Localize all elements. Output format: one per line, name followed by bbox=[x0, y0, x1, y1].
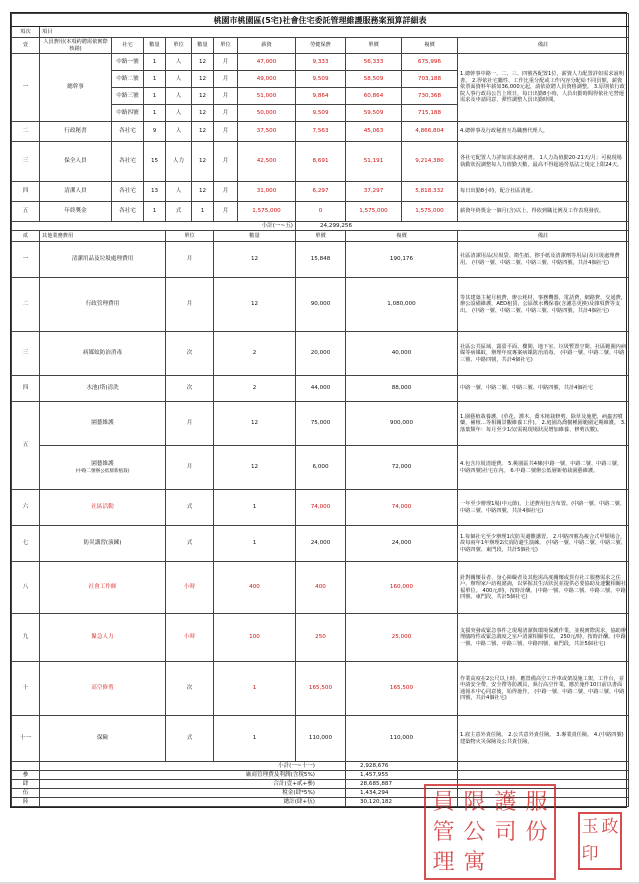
unit-cell: 人 bbox=[166, 122, 192, 142]
price-cell: 90,000 bbox=[296, 278, 346, 332]
unit-cell: 次 bbox=[166, 332, 214, 376]
salary-cell: 49,000 bbox=[238, 71, 296, 88]
table-row bbox=[12, 142, 629, 182]
price-cell: 110,000 bbox=[296, 716, 346, 762]
unit-cell: 人 bbox=[166, 182, 192, 202]
site-cell: 各社宅 bbox=[112, 182, 144, 202]
unit2-cell: 月 bbox=[214, 142, 238, 182]
price-cell: 56,333 bbox=[346, 54, 402, 71]
table-row bbox=[12, 202, 629, 222]
qty2-cell: 12 bbox=[192, 71, 214, 88]
summary-row bbox=[12, 762, 629, 771]
row-no: 十一 bbox=[12, 716, 40, 762]
header-unit2: 單位 bbox=[214, 38, 238, 54]
table-row bbox=[12, 182, 629, 202]
header-no: 項次 bbox=[12, 27, 40, 38]
qty-cell: 1 bbox=[144, 202, 166, 222]
summary-row bbox=[12, 771, 629, 780]
remark-cell: 1.總幹事中路一、二、三、四號各配置1位，薪資人力配置詳如需求說明書。 2.得依社宅屬性、工作比重分配或工作內容分配給不同員額，薪資依票面資料年薪如36,000元起，請依欲聘人員資格調整。 3.原則依行政院人事行政局公告上班日，每日出勤8小時，人員出勤時間得依社宅營運需求及申請同意，彈性調整人員出勤時間。 bbox=[458, 54, 629, 122]
unit-cell: 式 bbox=[166, 526, 214, 562]
row-name: 保全人員 bbox=[40, 142, 112, 182]
row-name: 防災講習(演練) bbox=[40, 526, 166, 562]
remark-cell: 針對關懷長者、身心障礙者及其他需高度關懷或異有社工服務需求之住戶，辦理家戶訪視諮詢，以掌握其生活狀況並提供必要協助及連繫相關社福單位。 400元/時，按時計酬。(中路一號、中路二號、中路三號、中路四號、東門段，共計5個社宅) bbox=[458, 562, 629, 614]
unit-cell: 人力 bbox=[166, 142, 192, 182]
qty-cell: 9 bbox=[144, 122, 166, 142]
price-cell: 58,509 bbox=[346, 71, 402, 88]
table-row bbox=[12, 446, 629, 490]
unit2-cell: 月 bbox=[214, 182, 238, 202]
unit-cell: 月 bbox=[166, 278, 214, 332]
labor-cell: 6,297 bbox=[296, 182, 346, 202]
remark-cell: 社區清潔用品(垃圾袋、衛生紙、擦手紙及清潔劑等用品)及垃圾處理費用。 (中路一號、中路二號、中路三號、中路四號，共計4個社宅) bbox=[458, 242, 629, 278]
qty-cell: 12 bbox=[214, 402, 296, 446]
total-cell: 25,000 bbox=[346, 614, 458, 662]
row-name: 保險 bbox=[40, 716, 166, 762]
labor-cell: 9,509 bbox=[296, 105, 346, 122]
unit-cell: 次 bbox=[166, 376, 214, 402]
unit-cell: 式 bbox=[166, 202, 192, 222]
qty-cell: 13 bbox=[144, 182, 166, 202]
qty-cell: 400 bbox=[214, 562, 296, 614]
table-row bbox=[12, 54, 629, 71]
header2-no: 貳 bbox=[12, 231, 40, 242]
qty-cell: 100 bbox=[214, 614, 296, 662]
total-cell: 74,000 bbox=[346, 490, 458, 526]
summary-code: 肆 bbox=[12, 780, 40, 789]
salary-cell: 37,500 bbox=[238, 122, 296, 142]
header2-price: 單價 bbox=[296, 231, 346, 242]
remark-cell: 4.總幹事及行政秘書互為職務代理人。 bbox=[458, 122, 629, 142]
remark-cell: 1.雇主意外責任險。 2.公共意外責任險。 3.專業責任險。 4.(中路四號)建築物火災保險及公共責任險。 bbox=[458, 716, 629, 762]
row-no: 一 bbox=[12, 242, 40, 278]
table-row bbox=[12, 614, 629, 662]
unit-cell: 月 bbox=[166, 402, 214, 446]
qty2-cell: 12 bbox=[192, 122, 214, 142]
unit2-cell: 月 bbox=[214, 71, 238, 88]
qty2-cell: 12 bbox=[192, 142, 214, 182]
table-row bbox=[12, 376, 629, 402]
unit2-cell: 月 bbox=[214, 122, 238, 142]
labor-cell: 7,563 bbox=[296, 122, 346, 142]
remark-cell: 1.園藝植栽養護，(草花、灌木、喬木植栽修剪、除草及施肥，病蟲害噴藥，補植…等相關景觀維養工作)。 2.庭園為喬樹種園範圍定期維護。 3.落葉類年：每月至少1次(需視現場狀況增加維養、修剪次數)。 bbox=[458, 402, 629, 446]
row-name: 行政秘書 bbox=[40, 122, 112, 142]
site-cell: 各社宅 bbox=[112, 142, 144, 182]
site-cell: 各社宅 bbox=[112, 122, 144, 142]
summary-empty bbox=[458, 762, 629, 771]
price-cell: 6,000 bbox=[296, 446, 346, 490]
price-cell: 400 bbox=[296, 562, 346, 614]
site-cell: 中路四號 bbox=[112, 105, 144, 122]
row-no: 二 bbox=[12, 278, 40, 332]
labor-cell: 8,691 bbox=[296, 142, 346, 182]
budget-table: 桃園市桃園區(5宅)社會住宅委託管理維護服務案預算詳細表 項次 項目 壹 人員費用(本項約聘需依實際核銷) 社宅 數量 單位 數量 單位 薪資 勞健保費 單價 複價 備註 一 總幹事 中路一號 1 人 12 月 47,000 9,333 56,333 675,996 1.總幹事中路一、二、三、四號各配置1位，薪資人力配置詳如需求說明書。 2.得依社宅屬性、工作比重分配或工作內容分配給不同員額，薪資依票面資料年薪如36,000元起，請依欲聘人員資格調整。 3.原則依行政院人事行政局公告上班日，每日出勤8小時，人員出勤時間得依社宅營運需求及申請同意，彈性調整人員出勤時間。 中路二號 1 人 12 月 49,000 9,509 58,509 703,188 中路三號 1 人 12 月 51,000 9,864 60,864 730,368 中路四號 1 人 12 月 50,000 9,509 59,509 715,188 二 行政秘書 各社宅 9 人 12 月 37,500 7,563 45,063 4,866,804 4.總幹事及行政秘書互為職務代理人。 三 保全人員 各社宅 15 人力 12 月 42,500 8,691 51,191 9,214,380 各社宅配置人力詳如需求說明書。 1人力為值勤20-21天/月；可視現場執勤狀況調整每人力值勤天數，最高不得超過勞基法之規定上限24天。 四 清潔人員 各社宅 13 人 12 月 31,000 6,297 37,297 5,818,332 每日出勤8小時，配合社區清運。 五 年終獎金 各社宅 1 式 1 月 1,575,000 0 1,575,000 1,575,000 薪資年終獎金一個月(含)以上，得依到職比例及工作表現發放。 小計(一~五) 24,299,256 貳 其他業務費用 單位 數量 單價 複價 備註 一 清潔用品及垃圾處理費用 月 12 15,848 190,176 社區清潔用品(垃圾袋、衛生紙、擦手紙及清潔劑等用品)及垃圾處理費用。 (中路一號、中路二號、中路三號、中路四號，共計4個社宅) 二 行政管理費用 月 12 90,000 1,080,000 等其建築主秘月租費，辦公耗材，事務機器，電話費，網路費，交通費，辦公設備維護，AED租賃，公區飲水機保養(含濾芯更換)及雜項費等支出。 (中路一號、中路二號、中路三號、中路四號，共計4個社宅) 三 病媒蚊防治消毒 次 2 20,000 40,000 社區公共區域、露臺平面、樓間、地下室、垃圾暫置空間、社區範圍內病媒等病媒蚊，辦理年度專案病媒防治消毒。 (中路一號、中路二號、中路三號、中路四號，共計4個社宅) 四 水池(塔)清洗 次 2 44,000 88,000 中路一號、中路二號、中路三號、中路四號，共計4個社宅 五 園藝維護 月 12 75,000 900,000 1.園藝植栽養護，(草花、灌木、喬木植栽修剪、除草及施肥，病蟲害噴藥，補植…等相關景觀維養工作)。 2.庭園為喬樹種園範圍定期維護。 3.落葉類年：每月至少1次(需視現場狀況增加維養、修剪次數)。 園藝維護 (中路二號辦公低層新植栽) 月 12 6,000 72,000 4.包含垃圾清運費。 5.桃園區共4棟(中路一號、中路二號、中路三號、中路四號)社宅在內。 6.中路二號辦公低層新植栽園藝維護。 六 社區活動 式 1 74,000 74,000 一年至少辦理1場(中元節)，上述費用包含布置。(中路一號、中路二號、中路三號、中路四號，共計4個社宅) 七 防災講習(演練) 式 1 24,000 24,000 1.每個社宅至少辦理1次防災避難講習。 2.中路四號為複合式甲類場合，故每兩年1年辦理2次消防避生演練。 (中路一號、中路二號、中路三號、中路四號、東門段，共計5個社宅) 八 社會工作師 小時 400 400 160,000 針對關懷長者、身心障礙者及其他需高度關懷或異有社工服務需求之住戶，辦理家戶訪視諮詢，以掌握其生活狀況並提供必要協助及連繫相關社福單位。 400元/時，按時計酬。(中路一號、中路二號、中路三號、中路四號、東門段，共計5個社宅) 九 緊急人力 小時 100 250 25,000 支援突發或緊急事件之現場清潔與環境保護作業，並視實際需求，協助辦理臨時性或緊急調度之室戶清潔相關事宜。 250元/時，按時計酬。(中路一號、中路二號、中路三號、中路四號、東門段，共計5個社宅) 十 高空修剪 次 1 165,500 165,500 作業高度在2公尺以上時，應置備高空工作車或架設施工架，工作台，並申請安全帶，安全帶等防護具，執行高空作業，應於施作10日前以書面通報本中心同意後，始得施作。 (中路一號、中路二號、中路三號、中路四號，共計4個社宅) 十一 保險 式 1 110,000 110,000 1.雇主意外責任險。 2.公共意外責任險。 3.專業責任險。 4.(中路四號)建築物火災保險及公共責任險。 小計(一~十一) 2,928,676 參 廠商管理費及利潤(含稅5%) 1,457,955 肆 合計(壹+貳+參) 28,685,887 伍 稅金(肆*5%) 1,434,294 陸 總計(肆+伍) 30,120,182 bbox=[11, 13, 629, 807]
site-cell: 各社宅 bbox=[112, 202, 144, 222]
price-cell: 44,000 bbox=[296, 376, 346, 402]
remark-cell: 1.每個社宅至少辦理1次防災避難講習。 2.中路四號為複合式甲類場合，故每兩年1年辦理2次消防避生演練。 (中路一號、中路二號、中路三號、中路四號、東門段，共計5個社宅) bbox=[458, 526, 629, 562]
remark-cell: 作業高度在2公尺以上時，應置備高空工作車或架設施工架，工作台，並申請安全帶，安全帶等防護具，執行高空作業，應於施作10日前以書面通報本中心同意後，始得施作。 (中路一號、中路二號、中路三號、中路四號，共計4個社宅) bbox=[458, 662, 629, 716]
remark-cell: 一年至少辦理1場(中元節)，上述費用包含布置。(中路一號、中路二號、中路三號、中路四號，共計4個社宅) bbox=[458, 490, 629, 526]
total-cell: 110,000 bbox=[346, 716, 458, 762]
page-title: 桃園市桃園區(5宅)社會住宅委託管理維護服務案預算詳細表 bbox=[12, 14, 629, 27]
summary-label: 合計(壹+貳+參) bbox=[40, 780, 346, 789]
row-name: 病媒蚊防治消毒 bbox=[40, 332, 166, 376]
unit2-cell: 月 bbox=[214, 202, 238, 222]
row-name: 清潔人員 bbox=[40, 182, 112, 202]
unit-cell: 月 bbox=[166, 446, 214, 490]
remark-cell: 社區公共區域、露臺平面、樓間、地下室、垃圾暫置空間、社區範圍內病媒等病媒蚊，辦理年度專案病媒防治消毒。 (中路一號、中路二號、中路三號、中路四號，共計4個社宅) bbox=[458, 332, 629, 376]
remark-cell: 4.包含垃圾清運費。 5.桃園區共4棟(中路一號、中路二號、中路三號、中路四號)社宅在內。 6.中路二號辦公低層新植栽園藝維護。 bbox=[458, 446, 629, 490]
unit-cell: 人 bbox=[166, 54, 192, 71]
qty2-cell: 12 bbox=[192, 54, 214, 71]
salary-cell: 50,000 bbox=[238, 105, 296, 122]
table-row bbox=[12, 242, 629, 278]
unit-cell: 人 bbox=[166, 105, 192, 122]
row-name: 總幹事 bbox=[40, 54, 112, 122]
row-no: 八 bbox=[12, 562, 40, 614]
total-cell: 72,000 bbox=[346, 446, 458, 490]
header2-qty: 數量 bbox=[214, 231, 296, 242]
remark-cell: 中路一號、中路二號、中路三號、中路四號，共計4個社宅 bbox=[458, 376, 629, 402]
summary-value: 1,457,955 bbox=[346, 771, 458, 780]
summary-value: 30,120,182 bbox=[346, 798, 458, 807]
total-cell: 675,996 bbox=[402, 54, 458, 71]
header-qty2: 數量 bbox=[192, 38, 214, 54]
header-remark: 備註 bbox=[458, 38, 629, 54]
remark-cell: 薪資年終獎金一個月(含)以上，得依到職比例及工作表現發放。 bbox=[458, 202, 629, 222]
summary-code: 陸 bbox=[12, 798, 40, 807]
price-cell: 59,509 bbox=[346, 105, 402, 122]
row-no: 一 bbox=[12, 54, 40, 122]
header-salary: 薪資 bbox=[238, 38, 296, 54]
site-cell: 中路一號 bbox=[112, 54, 144, 71]
unit-cell: 小時 bbox=[166, 614, 214, 662]
total-cell: 703,188 bbox=[402, 71, 458, 88]
total-cell: 5,818,332 bbox=[402, 182, 458, 202]
header2-unit: 單位 bbox=[166, 231, 214, 242]
qty-cell: 12 bbox=[214, 446, 296, 490]
unit-cell: 式 bbox=[166, 490, 214, 526]
budget-sheet bbox=[10, 12, 627, 808]
unit2-cell: 月 bbox=[214, 54, 238, 71]
table-row bbox=[12, 662, 629, 716]
salary-cell: 1,575,000 bbox=[238, 202, 296, 222]
table-row bbox=[12, 526, 629, 562]
labor-cell: 9,509 bbox=[296, 71, 346, 88]
header-labor: 勞健保費 bbox=[296, 38, 346, 54]
price-cell: 45,063 bbox=[346, 122, 402, 142]
total-cell: 165,500 bbox=[346, 662, 458, 716]
total-cell: 900,000 bbox=[346, 402, 458, 446]
qty-cell: 2 bbox=[214, 332, 296, 376]
header2-remark: 備註 bbox=[458, 231, 629, 242]
salary-cell: 51,000 bbox=[238, 88, 296, 105]
remark-cell: 支援突發或緊急事件之現場清潔與環境保護作業，並視實際需求，協助辦理臨時性或緊急調度之室戶清潔相關事宜。 250元/時，按時計酬。(中路一號、中路二號、中路三號、中路四號、東門段，共計5個社宅) bbox=[458, 614, 629, 662]
row-name: 社區活動 bbox=[40, 490, 166, 526]
company-seal-stamp: 員 限 護 服 管 公 司 份 理 寓 bbox=[424, 784, 556, 880]
total-cell: 160,000 bbox=[346, 562, 458, 614]
summary-empty bbox=[458, 771, 629, 780]
summary-label: 小計(一~十一) bbox=[40, 762, 346, 771]
table-row bbox=[12, 490, 629, 526]
qty-cell: 1 bbox=[214, 490, 296, 526]
price-cell: 74,000 bbox=[296, 490, 346, 526]
summary-code bbox=[12, 762, 40, 771]
qty-cell: 15 bbox=[144, 142, 166, 182]
row-no: 二 bbox=[12, 122, 40, 142]
row-name: 清潔用品及垃圾處理費用 bbox=[40, 242, 166, 278]
header-role: 人員費用(本項約聘需依實際核銷) bbox=[40, 38, 112, 54]
other-costs-section bbox=[12, 242, 629, 762]
table-row bbox=[12, 332, 629, 376]
personnel-section bbox=[12, 54, 629, 222]
header-qty: 數量 bbox=[144, 38, 166, 54]
personal-seal-stamp: 玉 政 印 bbox=[578, 812, 622, 870]
qty-cell: 1 bbox=[144, 88, 166, 105]
total-cell: 88,000 bbox=[346, 376, 458, 402]
total-cell: 190,176 bbox=[346, 242, 458, 278]
total-cell: 715,188 bbox=[402, 105, 458, 122]
subtotal1-label: 小計(一~五) bbox=[12, 222, 296, 231]
summary-value: 1,434,294 bbox=[346, 789, 458, 798]
row-no: 四 bbox=[12, 182, 40, 202]
total-cell: 1,575,000 bbox=[402, 202, 458, 222]
summary-code: 伍 bbox=[12, 789, 40, 798]
table-row bbox=[12, 562, 629, 614]
remark-cell: 等其建築主秘月租費，辦公耗材，事務機器，電話費，網路費，交通費，辦公設備維護，AED租賃，公區飲水機保養(含濾芯更換)及雜項費等支出。 (中路一號、中路二號、中路三號、中路四號，共計4個社宅) bbox=[458, 278, 629, 332]
unit-cell: 次 bbox=[166, 662, 214, 716]
price-cell: 51,191 bbox=[346, 142, 402, 182]
total-cell: 9,214,380 bbox=[402, 142, 458, 182]
unit-cell: 月 bbox=[166, 242, 214, 278]
qty2-cell: 1 bbox=[192, 202, 214, 222]
table-row bbox=[12, 122, 629, 142]
price-cell: 24,000 bbox=[296, 526, 346, 562]
row-no: 九 bbox=[12, 614, 40, 662]
salary-cell: 47,000 bbox=[238, 54, 296, 71]
header2-total: 複價 bbox=[346, 231, 458, 242]
remark-cell: 每日出勤8小時，配合社區清運。 bbox=[458, 182, 629, 202]
price-cell: 1,575,000 bbox=[346, 202, 402, 222]
row-no: 三 bbox=[12, 142, 40, 182]
labor-cell: 0 bbox=[296, 202, 346, 222]
row-no: 三 bbox=[12, 332, 40, 376]
salary-cell: 31,000 bbox=[238, 182, 296, 202]
summary-label: 稅金(肆*5%) bbox=[40, 789, 346, 798]
site-cell: 中路三號 bbox=[112, 88, 144, 105]
total-cell: 4,866,804 bbox=[402, 122, 458, 142]
row-no: 五 bbox=[12, 202, 40, 222]
qty-cell: 1 bbox=[214, 716, 296, 762]
price-cell: 250 bbox=[296, 614, 346, 662]
total-cell: 1,080,000 bbox=[346, 278, 458, 332]
row-no: 七 bbox=[12, 526, 40, 562]
remark-cell: 各社宅配置人力詳如需求說明書。 1人力為值勤20-21天/月；可視現場執勤狀況調整每人力值勤天數，最高不得超過勞基法之規定上限24天。 bbox=[458, 142, 629, 182]
row-name: 水池(塔)清洗 bbox=[40, 376, 166, 402]
header-unit: 單位 bbox=[166, 38, 192, 54]
price-cell: 20,000 bbox=[296, 332, 346, 376]
labor-cell: 9,864 bbox=[296, 88, 346, 105]
row-name: 行政管理費用 bbox=[40, 278, 166, 332]
total-cell: 40,000 bbox=[346, 332, 458, 376]
unit-cell: 人 bbox=[166, 88, 192, 105]
price-cell: 60,864 bbox=[346, 88, 402, 105]
qty-cell: 1 bbox=[214, 662, 296, 716]
unit-cell: 人 bbox=[166, 71, 192, 88]
summary-label: 總計(肆+伍) bbox=[40, 798, 346, 807]
qty-cell: 1 bbox=[144, 54, 166, 71]
header-total: 複價 bbox=[402, 38, 458, 54]
summary-value: 28,685,887 bbox=[346, 780, 458, 789]
row-name: 高空修剪 bbox=[40, 662, 166, 716]
unit2-cell: 月 bbox=[214, 88, 238, 105]
row-name: 園藝維護 (中路二號辦公低層新植栽) bbox=[40, 446, 166, 490]
total-cell: 24,000 bbox=[346, 526, 458, 562]
row-no: 十 bbox=[12, 662, 40, 716]
table-row bbox=[12, 716, 629, 762]
qty-cell: 2 bbox=[214, 376, 296, 402]
qty-cell: 1 bbox=[144, 71, 166, 88]
qty-cell: 1 bbox=[214, 526, 296, 562]
price-cell: 37,297 bbox=[346, 182, 402, 202]
row-no: 五 bbox=[12, 402, 40, 490]
header-site: 社宅 bbox=[112, 38, 144, 54]
row-no: 六 bbox=[12, 490, 40, 526]
unit2-cell: 月 bbox=[214, 105, 238, 122]
subtotal1-value: 24,299,256 bbox=[296, 222, 629, 231]
unit-cell: 小時 bbox=[166, 562, 214, 614]
header-unit-price: 單價 bbox=[346, 38, 402, 54]
header-item: 項目 bbox=[40, 27, 629, 38]
price-cell: 15,848 bbox=[296, 242, 346, 278]
row-name: 年終獎金 bbox=[40, 202, 112, 222]
qty2-cell: 12 bbox=[192, 88, 214, 105]
row-name: 社會工作師 bbox=[40, 562, 166, 614]
qty-cell: 12 bbox=[214, 242, 296, 278]
qty-cell: 12 bbox=[214, 278, 296, 332]
site-cell: 中路二號 bbox=[112, 71, 144, 88]
summary-value: 2,928,676 bbox=[346, 762, 458, 771]
row-name: 園藝維護 bbox=[40, 402, 166, 446]
unit-cell: 式 bbox=[166, 716, 214, 762]
table-row bbox=[12, 402, 629, 446]
row-name: 緊急人力 bbox=[40, 614, 166, 662]
table-row bbox=[12, 278, 629, 332]
qty2-cell: 12 bbox=[192, 182, 214, 202]
qty2-cell: 12 bbox=[192, 105, 214, 122]
summary-code: 參 bbox=[12, 771, 40, 780]
labor-cell: 9,333 bbox=[296, 54, 346, 71]
qty-cell: 1 bbox=[144, 105, 166, 122]
total-cell: 730,368 bbox=[402, 88, 458, 105]
summary-label: 廠商管理費及利潤(含稅5%) bbox=[40, 771, 346, 780]
row-no: 四 bbox=[12, 376, 40, 402]
header2-name: 其他業務費用 bbox=[40, 231, 166, 242]
price-cell: 165,500 bbox=[296, 662, 346, 716]
salary-cell: 42,500 bbox=[238, 142, 296, 182]
price-cell: 75,000 bbox=[296, 402, 346, 446]
